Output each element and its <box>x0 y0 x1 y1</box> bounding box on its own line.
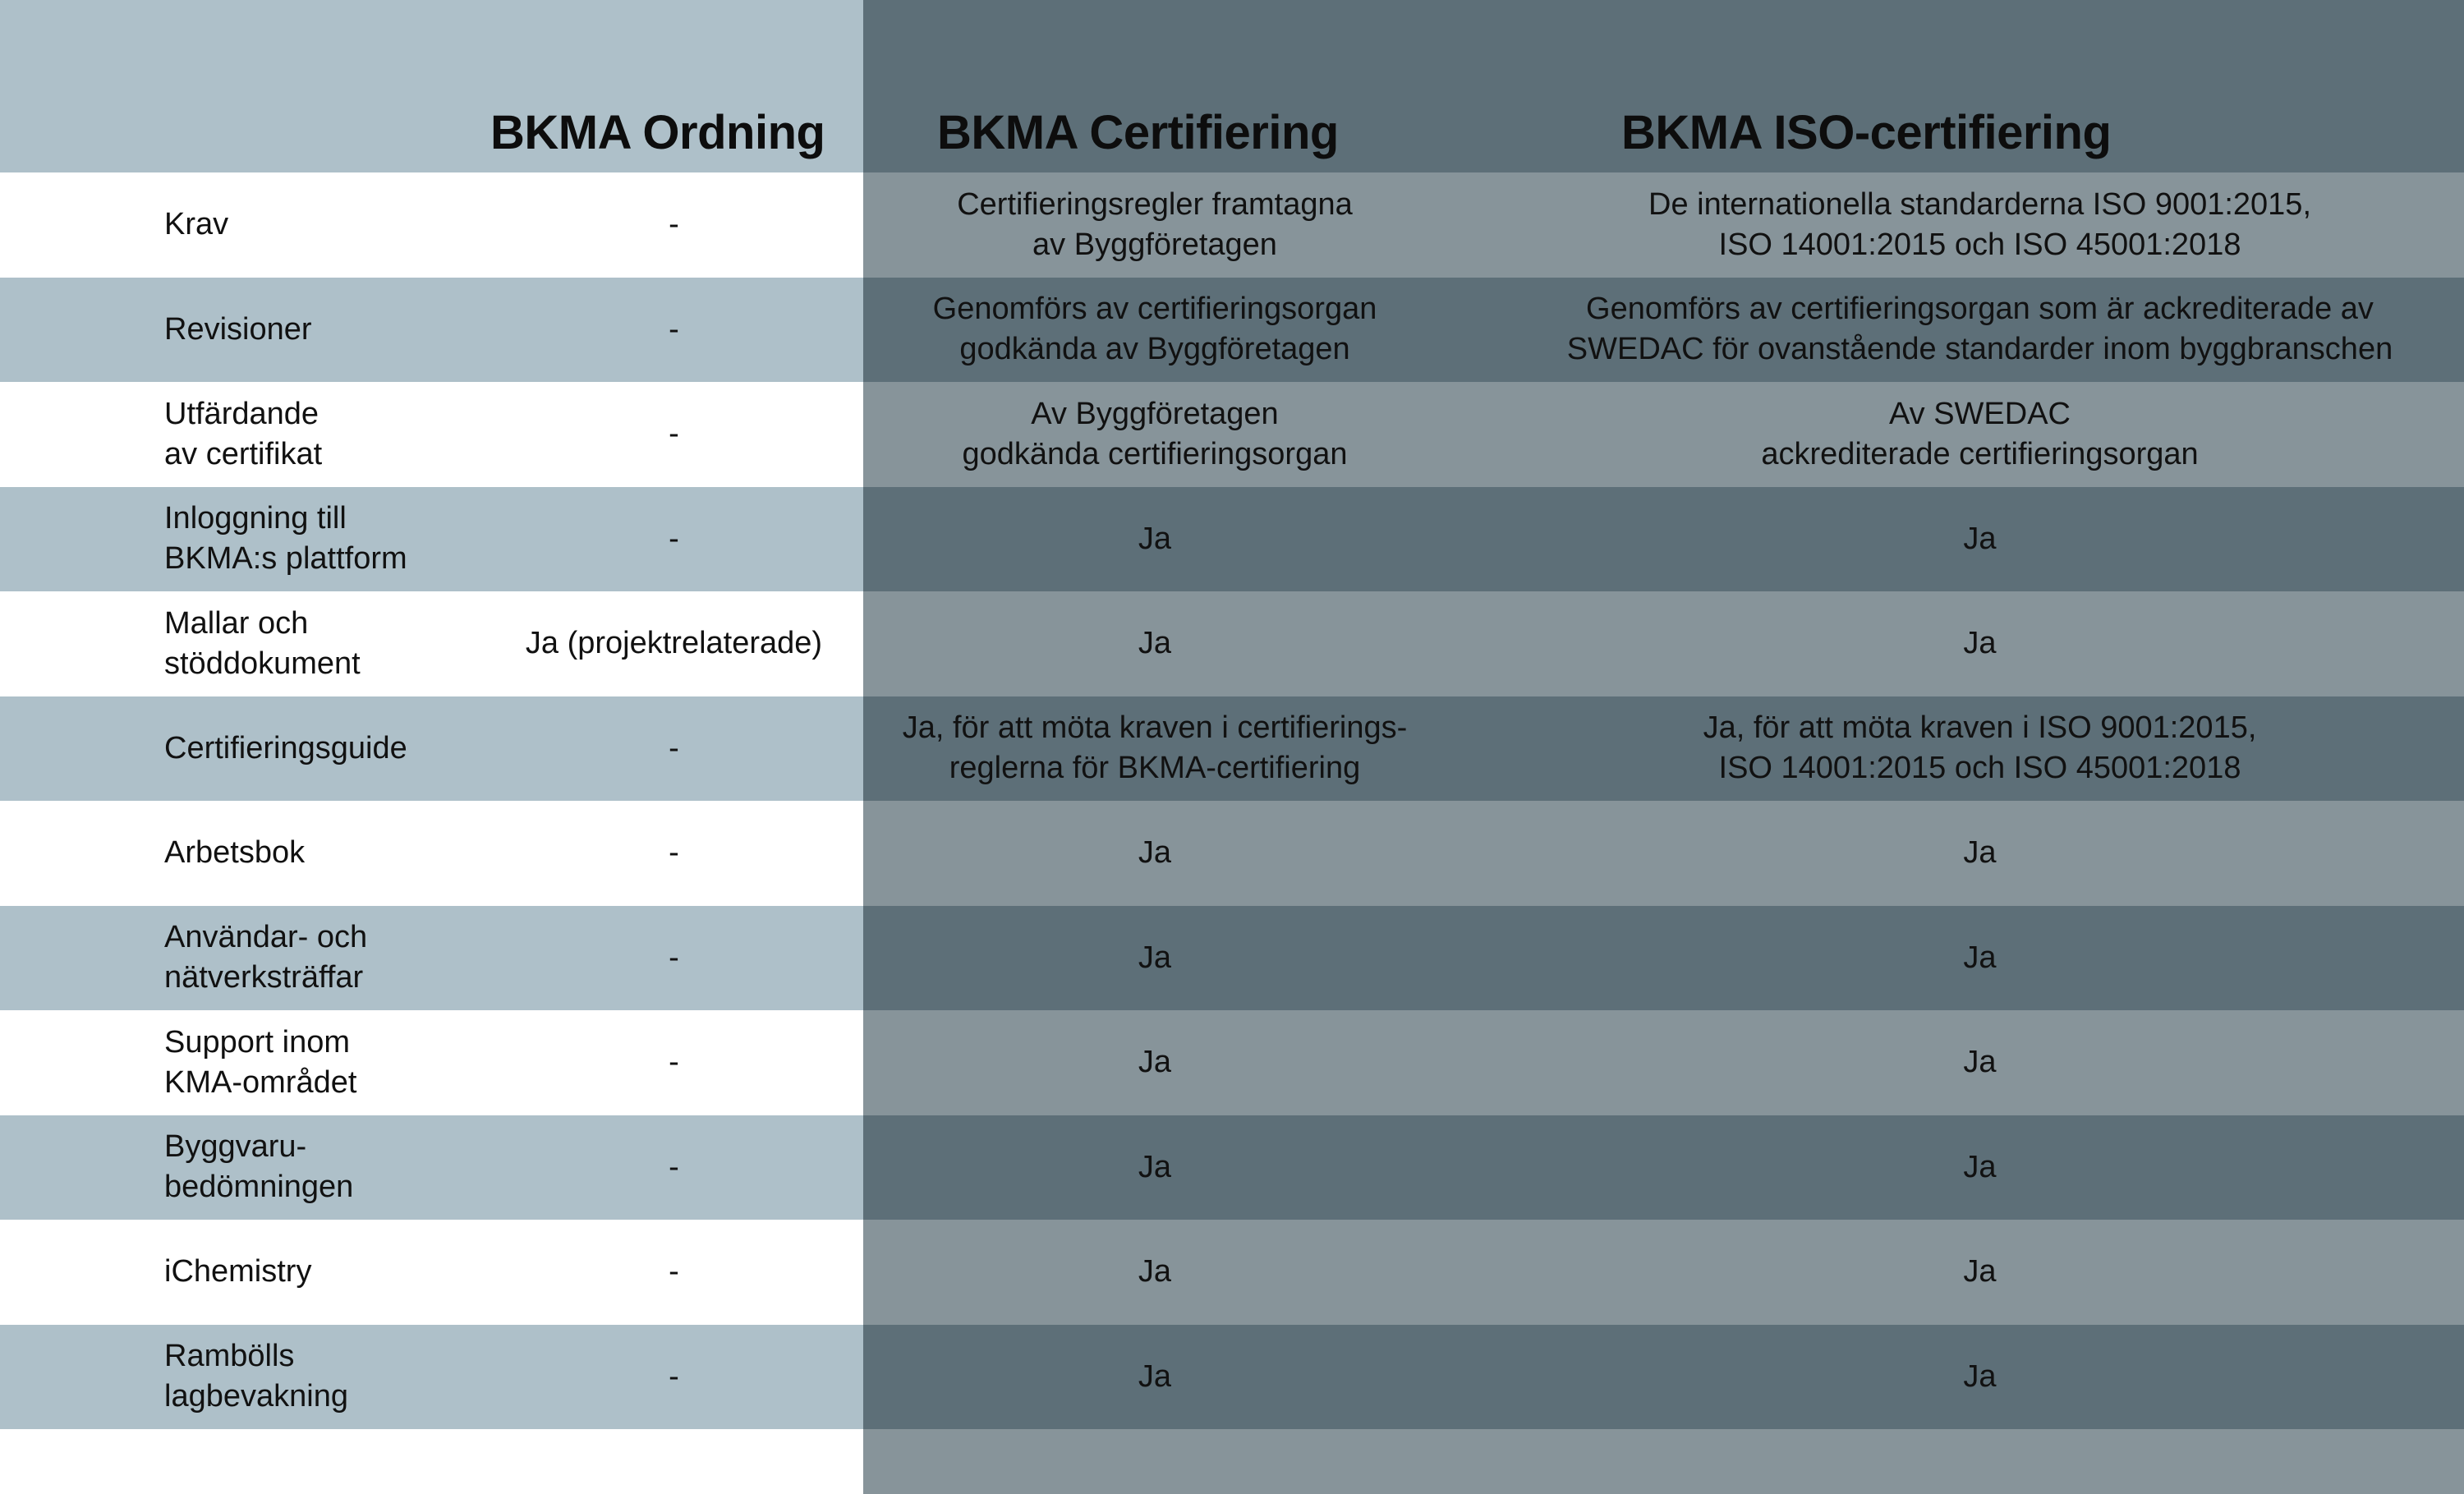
header-right <box>863 0 2464 172</box>
table-row <box>0 1325 2464 1430</box>
row-label: Byggvaru- bedömningen <box>0 1115 485 1220</box>
row-label: Krav <box>0 172 485 278</box>
header-bkma-ordning: BKMA Ordning <box>490 106 825 159</box>
table-row <box>0 278 2464 383</box>
table-row <box>0 172 2464 278</box>
cell-iso-certifiering: Ja, för att möta kraven i ISO 9001:2015, ISO 14001:2015 och ISO 45001:2018 <box>1446 696 2464 802</box>
cell-certifiering: Genomförs av certifieringsorgan godkända av Byggföretagen <box>863 278 1446 383</box>
cell-ordning: - <box>485 1325 863 1430</box>
table-row <box>0 906 2464 1011</box>
row-label: iChemistry <box>0 1220 485 1325</box>
table-row <box>0 487 2464 592</box>
row-label: Inloggning till BKMA:s plattform <box>0 487 485 592</box>
cell-certifiering: Ja <box>863 801 1446 906</box>
cell-certifiering: Av Byggföretagen godkända certifieringsorgan <box>863 382 1446 487</box>
cell-ordning: Ja (projektrelaterade) <box>485 591 863 696</box>
cell-iso-certifiering: Ja <box>1446 1220 2464 1325</box>
table-header <box>0 0 2464 172</box>
cell-iso-certifiering: Ja <box>1446 1010 2464 1115</box>
cell-ordning: - <box>485 172 863 278</box>
cell-certifiering: Certifieringsregler framtagna av Byggföretagen <box>863 172 1446 278</box>
row-label: Mallar och stöddokument <box>0 591 485 696</box>
table-row <box>0 696 2464 802</box>
table-row <box>0 382 2464 487</box>
cell-ordning: - <box>485 1115 863 1220</box>
cell-certifiering: Ja <box>863 1115 1446 1220</box>
cell-ordning: - <box>485 278 863 383</box>
table-row <box>0 591 2464 696</box>
cell-certifiering: Ja <box>863 1010 1446 1115</box>
cell-certifiering: Ja <box>863 1325 1446 1430</box>
cell-ordning: - <box>485 696 863 802</box>
row-label: Användar- och nätverksträffar <box>0 906 485 1011</box>
table-row <box>0 1010 2464 1115</box>
cell-certifiering: Ja <box>863 1220 1446 1325</box>
table-footer-left <box>0 1429 863 1494</box>
cell-iso-certifiering: Ja <box>1446 1115 2464 1220</box>
cell-iso-certifiering: Ja <box>1446 487 2464 592</box>
cell-ordning: - <box>485 801 863 906</box>
cell-certifiering: Ja <box>863 906 1446 1011</box>
row-label: Support inom KMA-området <box>0 1010 485 1115</box>
cell-iso-certifiering: De internationella standarderna ISO 9001:2015, ISO 14001:2015 och ISO 45001:2018 <box>1446 172 2464 278</box>
table-footer-right <box>863 1429 2464 1494</box>
table-row <box>0 801 2464 906</box>
cell-ordning: - <box>485 1220 863 1325</box>
header-bkma-certifiering: BKMA Certifiering <box>937 106 1339 159</box>
cell-iso-certifiering: Ja <box>1446 1325 2464 1430</box>
cell-iso-certifiering: Av SWEDAC ackrediterade certifieringsorgan <box>1446 382 2464 487</box>
row-label: Revisioner <box>0 278 485 383</box>
header-bkma-iso-certifiering: BKMA ISO-certifiering <box>1621 106 2112 159</box>
cell-iso-certifiering: Genomförs av certifieringsorgan som är ackrediterade av SWEDAC för ovanstående standarder inom byggbranschen <box>1446 278 2464 383</box>
row-label: Rambölls lagbevakning <box>0 1325 485 1430</box>
row-label: Arbetsbok <box>0 801 485 906</box>
header-left <box>0 0 863 172</box>
table-row <box>0 1115 2464 1220</box>
cell-certifiering: Ja <box>863 591 1446 696</box>
row-label: Utfärdande av certifikat <box>0 382 485 487</box>
cell-ordning: - <box>485 1010 863 1115</box>
cell-ordning: - <box>485 382 863 487</box>
comparison-table <box>0 172 2464 1429</box>
cell-iso-certifiering: Ja <box>1446 906 2464 1011</box>
row-label: Certifieringsguide <box>0 696 485 802</box>
table-row <box>0 1220 2464 1325</box>
cell-ordning: - <box>485 487 863 592</box>
cell-iso-certifiering: Ja <box>1446 591 2464 696</box>
cell-ordning: - <box>485 906 863 1011</box>
cell-iso-certifiering: Ja <box>1446 801 2464 906</box>
cell-certifiering: Ja, för att möta kraven i certifierings- reglerna för BKMA-certifiering <box>863 696 1446 802</box>
cell-certifiering: Ja <box>863 487 1446 592</box>
